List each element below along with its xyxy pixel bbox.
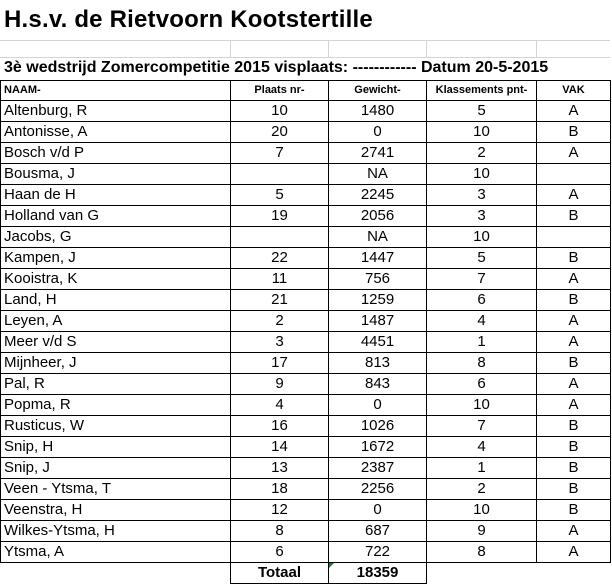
cell-plaats: 17 <box>231 353 329 374</box>
cell-naam: Veenstra, H <box>1 500 231 521</box>
cell-klassement: 3 <box>427 185 537 206</box>
col-header-vak: VAK <box>537 81 611 101</box>
cell-vak <box>537 227 611 248</box>
cell-naam: Mijnheer, J <box>1 353 231 374</box>
cell-klassement: 7 <box>427 416 537 437</box>
competition-subtitle: 3è wedstrijd Zomercompetitie 2015 visplaats: ------------ Datum 20-5-2015 <box>4 59 549 76</box>
cell-klassement: 10 <box>427 500 537 521</box>
table-row <box>1 332 611 353</box>
cell-plaats <box>231 164 329 185</box>
cell-naam: Wilkes-Ytsma, H <box>1 521 231 542</box>
cell-naam: Veen - Ytsma, T <box>1 479 231 500</box>
cell-vak: B <box>537 248 611 269</box>
table-row <box>1 395 611 416</box>
cell-naam: Kooistra, K <box>1 269 231 290</box>
cell-vak: A <box>537 311 611 332</box>
club-title: H.s.v. de Rietvoorn Kootstertille <box>4 6 373 33</box>
table-row <box>1 416 611 437</box>
table-row <box>1 269 611 290</box>
table-row <box>1 542 611 563</box>
cell-gewicht: 2741 <box>329 143 427 164</box>
cell-klassement: 6 <box>427 290 537 311</box>
cell-naam: Rusticus, W <box>1 416 231 437</box>
cell-naam: Bousma, J <box>1 164 231 185</box>
cell-plaats: 18 <box>231 479 329 500</box>
cell-naam: Kampen, J <box>1 248 231 269</box>
header-row <box>1 81 611 101</box>
cell-klassement: 4 <box>427 437 537 458</box>
cell-klassement: 10 <box>427 395 537 416</box>
cell-klassement: 3 <box>427 206 537 227</box>
cell-gewicht: 1259 <box>329 290 427 311</box>
cell-vak: B <box>537 437 611 458</box>
cell-naam: Haan de H <box>1 185 231 206</box>
table-row <box>1 164 611 185</box>
total-value: 18359 <box>356 564 399 581</box>
total-spacer <box>1 563 231 584</box>
cell-naam: Leyen, A <box>1 311 231 332</box>
table-row <box>1 437 611 458</box>
cell-vak: A <box>537 542 611 563</box>
cell-vak: A <box>537 374 611 395</box>
cell-plaats: 2 <box>231 311 329 332</box>
cell-plaats: 13 <box>231 458 329 479</box>
cell-vak: B <box>537 500 611 521</box>
col-header-plaats: Plaats nr- <box>231 81 329 101</box>
col-header-naam: NAAM- <box>1 81 231 101</box>
results-table <box>0 80 611 584</box>
cell-gewicht: NA <box>329 164 427 185</box>
cell-vak: A <box>537 521 611 542</box>
table-row <box>1 248 611 269</box>
cell-plaats: 9 <box>231 374 329 395</box>
table-row <box>1 290 611 311</box>
cell-gewicht: 687 <box>329 521 427 542</box>
cell-gewicht: 813 <box>329 353 427 374</box>
table-row <box>1 227 611 248</box>
cell-naam: Holland van G <box>1 206 231 227</box>
cell-plaats: 8 <box>231 521 329 542</box>
table-row <box>1 311 611 332</box>
cell-naam: Pal, R <box>1 374 231 395</box>
table-row <box>1 101 611 122</box>
cell-klassement: 1 <box>427 332 537 353</box>
table-row <box>1 374 611 395</box>
cell-gewicht: 1672 <box>329 437 427 458</box>
cell-klassement: 8 <box>427 353 537 374</box>
cell-vak: B <box>537 479 611 500</box>
cell-gewicht: 0 <box>329 395 427 416</box>
subtitle-row <box>0 58 610 80</box>
cell-vak: B <box>537 353 611 374</box>
total-spacer <box>427 563 537 584</box>
cell-vak: A <box>537 185 611 206</box>
cell-gewicht: 0 <box>329 122 427 143</box>
cell-klassement: 7 <box>427 269 537 290</box>
total-row <box>1 563 611 584</box>
empty-row <box>0 40 610 58</box>
cell-plaats: 5 <box>231 185 329 206</box>
cell-plaats: 20 <box>231 122 329 143</box>
cell-vak: A <box>537 101 611 122</box>
cell-vak: B <box>537 290 611 311</box>
cell-naam: Bosch v/d P <box>1 143 231 164</box>
cell-plaats: 3 <box>231 332 329 353</box>
cell-plaats: 22 <box>231 248 329 269</box>
table-row <box>1 353 611 374</box>
cell-klassement: 10 <box>427 227 537 248</box>
cell-klassement: 4 <box>427 311 537 332</box>
cell-naam: Altenburg, R <box>1 101 231 122</box>
cell-vak: A <box>537 143 611 164</box>
table-row <box>1 479 611 500</box>
cell-gewicht: 2056 <box>329 206 427 227</box>
cell-vak: B <box>537 458 611 479</box>
cell-vak: A <box>537 395 611 416</box>
total-spacer <box>537 563 611 584</box>
cell-klassement: 2 <box>427 143 537 164</box>
cell-vak: B <box>537 206 611 227</box>
cell-gewicht: 722 <box>329 542 427 563</box>
cell-gewicht: 0 <box>329 500 427 521</box>
cell-gewicht: 756 <box>329 269 427 290</box>
cell-plaats: 19 <box>231 206 329 227</box>
table-row <box>1 122 611 143</box>
cell-naam: Land, H <box>1 290 231 311</box>
cell-klassement: 9 <box>427 521 537 542</box>
cell-klassement: 10 <box>427 122 537 143</box>
cell-plaats: 12 <box>231 500 329 521</box>
cell-vak: B <box>537 122 611 143</box>
table-row <box>1 143 611 164</box>
table-row <box>1 206 611 227</box>
cell-gewicht: NA <box>329 227 427 248</box>
table-row <box>1 185 611 206</box>
cell-plaats: 11 <box>231 269 329 290</box>
cell-naam: Snip, J <box>1 458 231 479</box>
cell-gewicht: 2245 <box>329 185 427 206</box>
cell-naam: Snip, H <box>1 437 231 458</box>
title-row <box>0 0 610 41</box>
cell-klassement: 5 <box>427 101 537 122</box>
table-row <box>1 458 611 479</box>
cell-plaats: 14 <box>231 437 329 458</box>
cell-klassement: 8 <box>427 542 537 563</box>
cell-vak: A <box>537 332 611 353</box>
cell-plaats: 7 <box>231 143 329 164</box>
cell-plaats: 10 <box>231 101 329 122</box>
cell-gewicht: 2387 <box>329 458 427 479</box>
cell-gewicht: 1026 <box>329 416 427 437</box>
cell-naam: Meer v/d S <box>1 332 231 353</box>
cell-klassement: 1 <box>427 458 537 479</box>
cell-naam: Popma, R <box>1 395 231 416</box>
total-label: Totaal <box>231 563 329 584</box>
cell-plaats <box>231 227 329 248</box>
cell-comment-marker <box>329 563 334 568</box>
cell-vak <box>537 164 611 185</box>
cell-naam: Jacobs, G <box>1 227 231 248</box>
cell-gewicht: 4451 <box>329 332 427 353</box>
total-value-cell <box>329 563 427 584</box>
cell-divider <box>536 40 537 57</box>
cell-klassement: 6 <box>427 374 537 395</box>
col-header-gewicht: Gewicht- <box>329 81 427 101</box>
cell-gewicht: 1480 <box>329 101 427 122</box>
cell-naam: Antonisse, A <box>1 122 231 143</box>
table-row <box>1 500 611 521</box>
cell-plaats: 21 <box>231 290 329 311</box>
cell-plaats: 16 <box>231 416 329 437</box>
cell-plaats: 6 <box>231 542 329 563</box>
cell-gewicht: 1447 <box>329 248 427 269</box>
cell-klassement: 10 <box>427 164 537 185</box>
cell-divider <box>426 40 427 57</box>
cell-naam: Ytsma, A <box>1 542 231 563</box>
cell-klassement: 2 <box>427 479 537 500</box>
cell-divider <box>230 40 231 57</box>
cell-gewicht: 2256 <box>329 479 427 500</box>
cell-vak: B <box>537 416 611 437</box>
cell-vak: A <box>537 269 611 290</box>
col-header-klassement: Klassements pnt- <box>427 81 537 101</box>
cell-plaats: 4 <box>231 395 329 416</box>
table-row <box>1 521 611 542</box>
cell-divider <box>328 40 329 57</box>
cell-gewicht: 1487 <box>329 311 427 332</box>
cell-gewicht: 843 <box>329 374 427 395</box>
cell-klassement: 5 <box>427 248 537 269</box>
